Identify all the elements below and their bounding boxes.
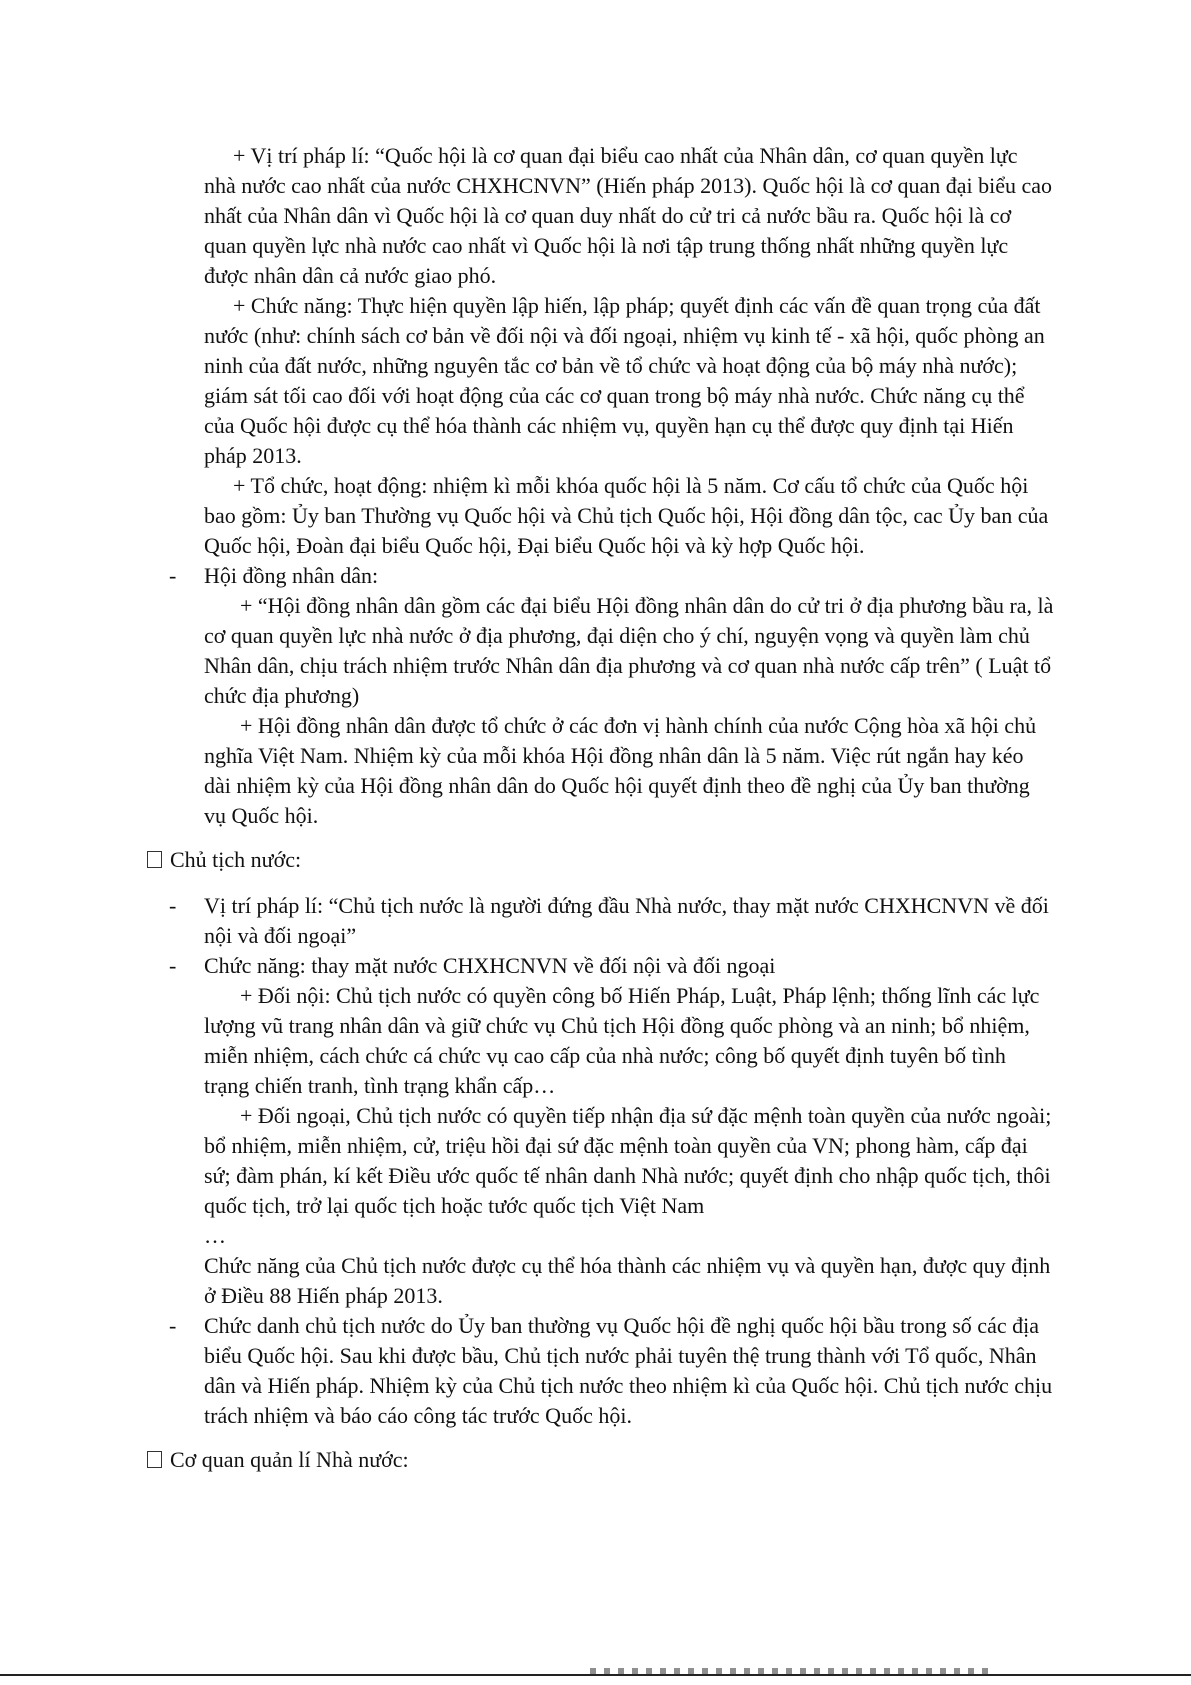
qh-tochuc-paragraph: + Tổ chức, hoạt động: nhiệm kì mỗi khóa quốc hội là 5 năm. Cơ cấu tổ chức của Quốc hội bao gồm: Ủy ban Thường vụ Quốc hội và Chủ tịch Quốc hội, Hội đồng dân tộc, cac Ủy ban của Quốc hội, Đoàn đại biểu Quốc hội, Đại biểu Quốc hội và kỳ hợp Quốc hội. — [204, 473, 1049, 558]
hdnd-title: Hội đồng nhân dân: — [204, 563, 379, 588]
ctn-vitri: Vị trí pháp lí: “Chủ tịch nước là người đứng đầu Nhà nước, thay mặt nước CHXHCNVN về đối nội và đối ngoại” — [204, 893, 1049, 948]
spacer — [204, 831, 1054, 845]
ctn-vitri-item — [169, 891, 1054, 951]
spacer — [204, 1431, 1054, 1445]
hdnd-p1: + “Hội đồng nhân dân gồm các đại biểu Hội đồng nhân dân do cử tri ở địa phương bầu ra, là cơ quan quyền lực nhà nước ở địa phương, đại diện cho ý chí, nguyện vọng và quyền làm chủ Nhân dân, chịu trách nhiệm trước Nhân dân địa phương và cơ quan nhà nước cấp trên” ( Luật tổ chức địa phương) — [204, 593, 1054, 708]
ctn-ellipsis: … — [204, 1223, 226, 1248]
ctn-doinoi: + Đối nội: Chủ tịch nước có quyền công bố Hiến Pháp, Luật, Pháp lệnh; thống lĩnh các lực lượng vũ trang nhân dân và giữ chức vụ Chủ tịch Hội đồng quốc phòng và an ninh; bổ nhiệm, miễn nhiệm, cách chức cá chức vụ cao cấp của nhà nước; công bố quyết định tuyên bố tình trạng chiến tranh, tình trạng khẩn cấp… — [204, 983, 1040, 1098]
ctn-chucnang: Chức năng: thay mặt nước CHXHCNVN về đối nội và đối ngoại — [204, 953, 776, 978]
dash-bullet: - — [169, 1313, 177, 1338]
hdnd-item — [169, 561, 1054, 591]
footer-rule — [0, 1674, 1191, 1676]
dash-bullet: - — [169, 953, 177, 978]
document-body — [169, 141, 1054, 1475]
qh-chucnang-paragraph: + Chức năng: Thực hiện quyền lập hiến, lập pháp; quyết định các vấn đề quan trọng của đất nước (như: chính sách cơ bản về đối nội và đối ngoại, nhiệm vụ kinh tế - xã hội, quốc phòng an ninh của đất nước, những nguyên tắc cơ bản về tổ chức và hoạt động của bộ máy nhà nước); giám sát tối cao đối với hoạt động của các cơ quan trong bộ máy nhà nước. Chức năng cụ thể của Quốc hội được cụ thể hóa thành các nhiệm vụ, quyền hạn cụ thể được quy định tại Hiến pháp 2013. — [204, 293, 1045, 468]
section-heading-cqql — [147, 1445, 997, 1475]
section-heading-ctn — [147, 845, 997, 875]
ctn-doingoai: + Đối ngoại, Chủ tịch nước có quyền tiếp nhận địa sứ đặc mệnh toàn quyền của nước ngoài; bổ nhiệm, miễn nhiệm, cử, triệu hồi đại sứ đặc mệnh toàn quyền của VN; phong hàm, cấp đại sứ; đàm phán, kí kết Điều ước quốc tế nhân danh Nhà nước; quyết định cho nhập quốc tịch, thôi quốc tịch, trở lại quốc tịch hoặc tước quốc tịch Việt Nam — [204, 1103, 1052, 1218]
spacer — [204, 875, 1054, 891]
dash-bullet: - — [169, 893, 177, 918]
dash-bullet: - — [169, 563, 177, 588]
cqql-heading: Cơ quan quản lí Nhà nước: — [170, 1447, 409, 1472]
ctn-chucdanh-item — [169, 1311, 1054, 1431]
ctn-cuthe: Chức năng của Chủ tịch nước được cụ thể hóa thành các nhiệm vụ và quyền hạn, được quy định ở Điều 88 Hiến pháp 2013. — [204, 1253, 1051, 1308]
ctn-heading: Chủ tịch nước: — [170, 847, 302, 872]
qh-vitri-paragraph: + Vị trí pháp lí: “Quốc hội là cơ quan đại biểu cao nhất của Nhân dân, cơ quan quyền lực nhà nước cao nhất của nước CHXHCNVN” (Hiến pháp 2013). Quốc hội là cơ quan đại biểu cao nhất của Nhân dân vì Quốc hội là cơ quan duy nhất do cử tri cả nước bầu ra. Quốc hội là cơ quan quyền lực nhà nước cao nhất vì Quốc hội là nơi tập trung thống nhất những quyền lực được nhân dân cả nước giao phó. — [204, 143, 1053, 288]
checkbox-square-icon — [147, 851, 162, 868]
ctn-chucdanh: Chức danh chủ tịch nước do Ủy ban thường vụ Quốc hội đề nghị quốc hội bầu trong số các địa biểu Quốc hội. Sau khi được bầu, Chủ tịch nước phải tuyên thệ trung thành với Tổ quốc, Nhân dân và Hiến pháp. Nhiệm kỳ của Chủ tịch nước theo nhiệm kì của Quốc hội. Chủ tịch nước chịu trách nhiệm và báo cáo công tác trước Quốc hội. — [204, 1313, 1053, 1428]
ctn-chucnang-item — [169, 951, 1054, 981]
checkbox-square-icon — [147, 1451, 162, 1468]
hdnd-p2: + Hội đồng nhân dân được tổ chức ở các đơn vị hành chính của nước Cộng hòa xã hội chủ nghĩa Việt Nam. Nhiệm kỳ của mỗi khóa Hội đồng nhân dân là 5 năm. Việc rút ngắn hay kéo dài nhiệm kỳ của Hội đồng nhân dân do Quốc hội quyết định theo đề nghị của Ủy ban thường vụ Quốc hội. — [204, 713, 1037, 828]
